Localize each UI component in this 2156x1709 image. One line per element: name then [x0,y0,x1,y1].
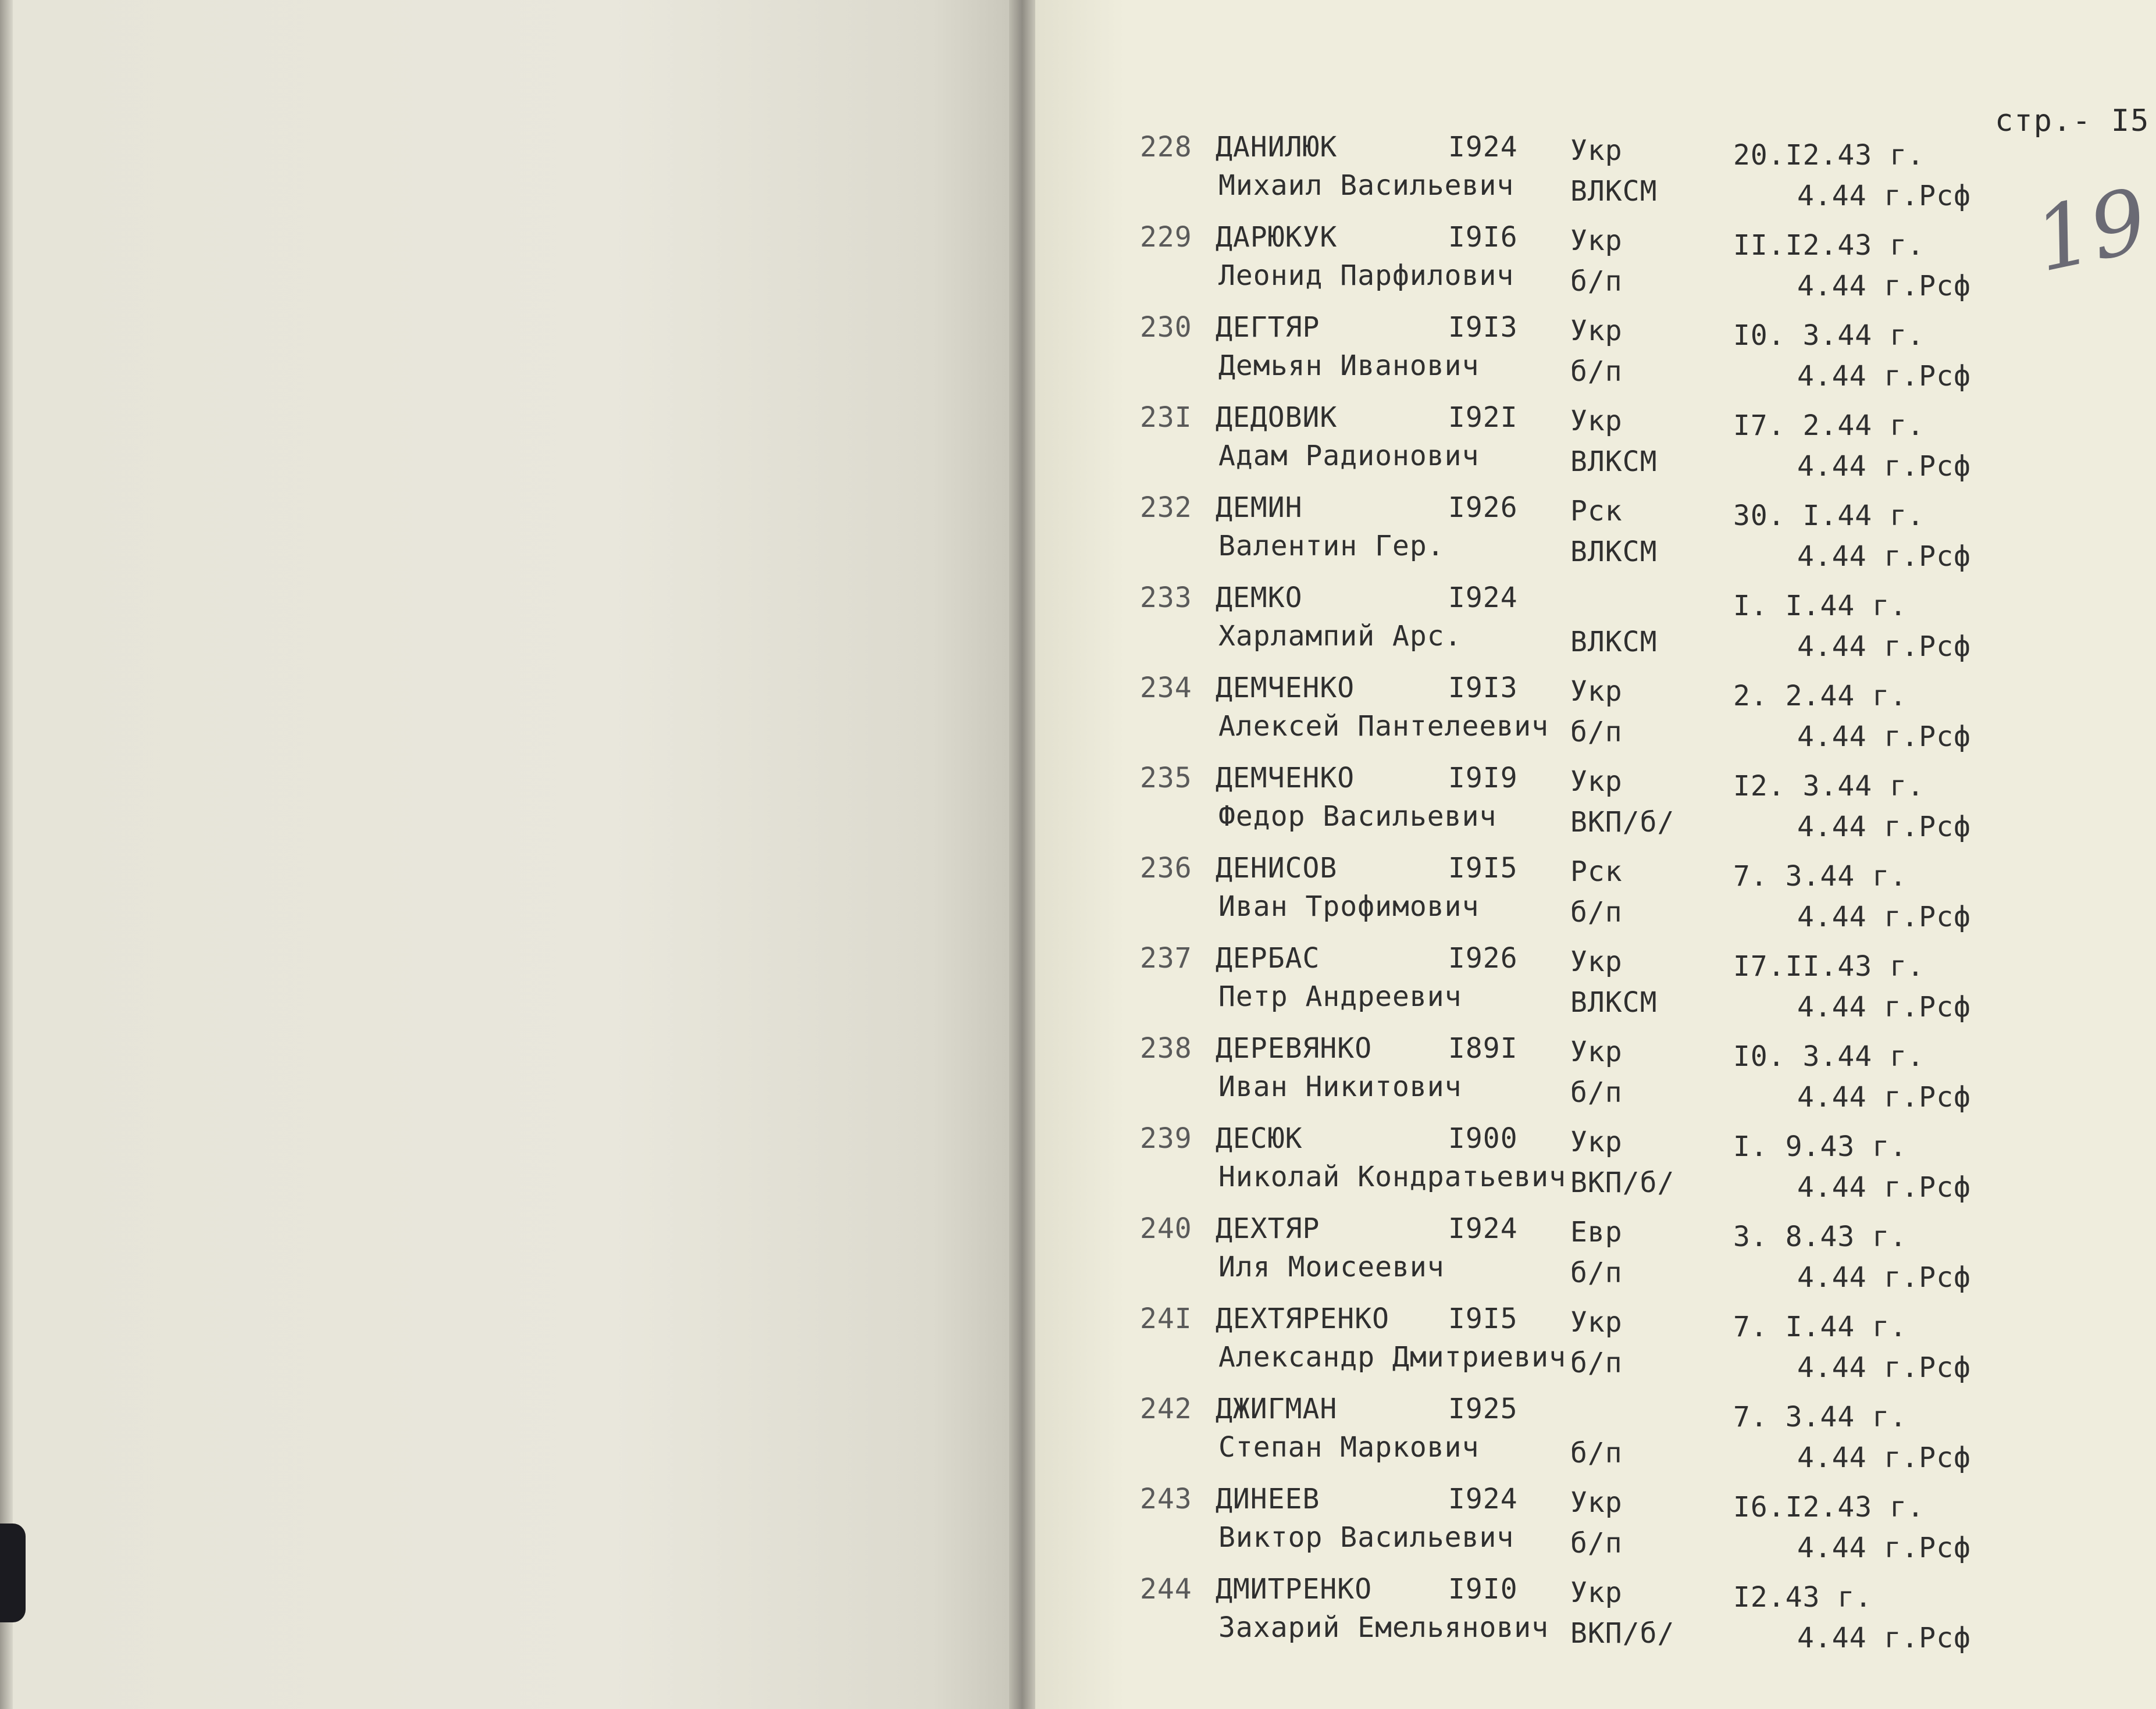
entry-number: 237 [1140,942,1192,975]
entry-number: 238 [1140,1032,1192,1065]
entry-birth-year: I9I3 [1448,311,1518,344]
entry-stamp: 4.44 г.Рсф [1797,270,1971,302]
entry-number: 239 [1140,1122,1192,1155]
entry-number: 228 [1140,131,1192,163]
entry-number: 24I [1140,1303,1192,1335]
entry-stamp: 4.44 г.Рсф [1797,1442,1971,1474]
entry-number: 229 [1140,221,1192,254]
entry-date: I2. 3.44 г. [1733,770,1925,802]
register-entry [0,942,2156,1029]
entry-given-name: Леонид Парфилович [1218,259,1514,292]
register-entry [0,311,2156,398]
entry-date: 7. I.44 г. [1733,1311,1907,1343]
entry-party: ВЛКСМ [1570,445,1658,478]
entry-nationality: Укр [1570,224,1623,257]
entry-nationality: Укр [1570,1306,1623,1339]
register-entry [0,762,2156,849]
entry-birth-year: I9I3 [1448,672,1518,704]
entry-nationality: Рск [1570,855,1623,888]
entry-date: 30. I.44 г. [1733,500,1925,532]
entry-stamp: 4.44 г.Рсф [1797,1171,1971,1204]
register-entry [0,1483,2156,1570]
entry-given-name: Михаил Васильевич [1218,169,1514,202]
entry-party: ВКП/б/ [1570,806,1675,839]
entry-nationality: Укр [1570,675,1623,708]
entry-given-name: Адам Радионович [1218,440,1480,472]
entry-birth-year: I92I [1448,401,1518,434]
register-entry [0,1303,2156,1390]
page-number-header: стр.- I5 [1995,104,2150,138]
entry-stamp: 4.44 г.Рсф [1797,991,1971,1023]
entry-party: б/п [1570,355,1623,388]
entry-surname: ДЕРБАС [1216,942,1320,975]
register-entry [0,852,2156,939]
entry-nationality: Укр [1570,315,1623,347]
entry-nationality: Укр [1570,946,1623,978]
register-entry [0,491,2156,579]
entry-birth-year: I9I5 [1448,1303,1518,1335]
entry-surname: ДЖИГМАН [1216,1393,1338,1425]
entry-birth-year: I926 [1448,491,1518,524]
entry-stamp: 4.44 г.Рсф [1797,540,1971,573]
entry-birth-year: I89I [1448,1032,1518,1065]
entry-party: ВЛКСМ [1570,986,1658,1019]
entry-stamp: 4.44 г.Рсф [1797,901,1971,933]
entry-birth-year: I9I6 [1448,221,1518,254]
entry-given-name: Александр Дмитриевич [1218,1341,1566,1373]
entry-surname: ДАНИЛЮК [1216,131,1338,163]
entry-given-name: Харлампий Арс. [1218,620,1462,652]
entry-date: 3. 8.43 г. [1733,1221,1907,1253]
entry-date: 2. 2.44 г. [1733,680,1907,712]
entry-surname: ДЕХТЯР [1216,1212,1320,1245]
entry-party: ВЛКСМ [1570,175,1658,208]
entry-stamp: 4.44 г.Рсф [1797,1351,1971,1384]
entry-nationality: Евр [1570,1216,1623,1248]
register-entry [0,1122,2156,1209]
entry-birth-year: I926 [1448,942,1518,975]
entry-surname: ДЕДОВИК [1216,401,1338,434]
entry-given-name: Степан Маркович [1218,1431,1480,1464]
entry-given-name: Иван Трофимович [1218,890,1480,923]
entry-date: I. 9.43 г. [1733,1130,1907,1163]
register-entry [0,131,2156,218]
register-entry [0,1032,2156,1119]
entry-surname: ДИНЕЕВ [1216,1483,1320,1515]
entry-party: ВЛКСМ [1570,536,1658,568]
entry-stamp: 4.44 г.Рсф [1797,1622,1971,1654]
entry-party: б/п [1570,896,1623,929]
entry-nationality: Укр [1570,1576,1623,1609]
entry-stamp: 4.44 г.Рсф [1797,360,1971,393]
entry-surname: ДЕМКО [1216,581,1303,614]
entry-given-name: Николай Кондратьевич [1218,1161,1566,1193]
entry-surname: ДЕГТЯР [1216,311,1320,344]
register-entry [0,401,2156,488]
entry-number: 230 [1140,311,1192,344]
register-entry [0,1393,2156,1480]
entry-date: 20.I2.43 г. [1733,139,1925,172]
entry-birth-year: I9I5 [1448,852,1518,884]
entry-birth-year: I9I0 [1448,1573,1518,1605]
entry-birth-year: I924 [1448,1212,1518,1245]
entry-given-name: Валентин Гер. [1218,530,1445,562]
entry-party: б/п [1570,1347,1623,1379]
entry-party: б/п [1570,1527,1623,1560]
register-entry [0,221,2156,308]
entry-party: ВКП/б/ [1570,1166,1675,1199]
entry-number: 234 [1140,672,1192,704]
entry-party: ВКП/б/ [1570,1617,1675,1650]
entry-party: ВЛКСМ [1570,626,1658,658]
entry-number: 244 [1140,1573,1192,1605]
entry-given-name: Федор Васильевич [1218,800,1497,833]
entry-birth-year: I9I9 [1448,762,1518,794]
entry-stamp: 4.44 г.Рсф [1797,1081,1971,1114]
entry-number: 233 [1140,581,1192,614]
entry-number: 232 [1140,491,1192,524]
entry-nationality: Укр [1570,1486,1623,1519]
entry-surname: ДЕНИСОВ [1216,852,1338,884]
entry-stamp: 4.44 г.Рсф [1797,180,1971,212]
entry-given-name: Иван Никитович [1218,1071,1462,1103]
entry-date: II.I2.43 г. [1733,229,1925,262]
entry-party: б/п [1570,716,1623,748]
entry-nationality: Укр [1570,765,1623,798]
entry-date: I. I.44 г. [1733,590,1907,622]
entry-number: 242 [1140,1393,1192,1425]
register-entry [0,581,2156,669]
entry-nationality: Укр [1570,405,1623,437]
entry-date: I6.I2.43 г. [1733,1491,1925,1524]
entry-surname: ДЕМИН [1216,491,1303,524]
entry-given-name: Виктор Васильевич [1218,1521,1514,1554]
entry-nationality: Укр [1570,1036,1623,1068]
entry-surname: ДЕМЧЕНКО [1216,762,1355,794]
entry-date: I7. 2.44 г. [1733,409,1925,442]
entry-stamp: 4.44 г.Рсф [1797,450,1971,483]
entry-surname: ДЕСЮК [1216,1122,1303,1155]
entry-number: 235 [1140,762,1192,794]
entry-nationality: Рск [1570,495,1623,527]
register-entry [0,1573,2156,1660]
entry-birth-year: I924 [1448,131,1518,163]
entry-stamp: 4.44 г.Рсф [1797,720,1971,753]
entry-party: б/п [1570,1437,1623,1469]
entry-nationality: Укр [1570,1126,1623,1158]
entry-surname: ДЕМЧЕНКО [1216,672,1355,704]
entry-date: I0. 3.44 г. [1733,319,1925,352]
entry-given-name: Петр Андреевич [1218,980,1462,1013]
entry-birth-year: I900 [1448,1122,1518,1155]
entry-date: 7. 3.44 г. [1733,1401,1907,1433]
register-entry [0,1212,2156,1300]
entry-number: 240 [1140,1212,1192,1245]
entry-surname: ДЕХТЯРЕНКО [1216,1303,1389,1335]
register-entry [0,672,2156,759]
entry-number: 236 [1140,852,1192,884]
entry-given-name: Алексей Пантелеевич [1218,710,1549,743]
entry-stamp: 4.44 г.Рсф [1797,811,1971,843]
entry-date: I7.II.43 г. [1733,950,1925,983]
entry-birth-year: I924 [1448,1483,1518,1515]
entry-party: б/п [1570,265,1623,298]
entry-nationality: Укр [1570,134,1623,167]
entry-party: б/п [1570,1076,1623,1109]
entry-date: I0. 3.44 г. [1733,1040,1925,1073]
entry-birth-year: I924 [1448,581,1518,614]
entry-number: 243 [1140,1483,1192,1515]
entry-date: 7. 3.44 г. [1733,860,1907,893]
entry-party: б/п [1570,1257,1623,1289]
entry-given-name: Демьян Иванович [1218,349,1480,382]
entry-stamp: 4.44 г.Рсф [1797,1532,1971,1564]
entry-birth-year: I925 [1448,1393,1518,1425]
entry-number: 23I [1140,401,1192,434]
entry-stamp: 4.44 г.Рсф [1797,630,1971,663]
entry-date: I2.43 г. [1733,1581,1873,1614]
entry-surname: ДАРЮКУК [1216,221,1338,254]
entry-given-name: Захарий Емельянович [1218,1611,1549,1644]
entry-surname: ДЕРЕВЯНКО [1216,1032,1373,1065]
handwritten-page-number: 19 [2026,170,2156,292]
entry-given-name: Иля Моисеевич [1218,1251,1445,1283]
entry-stamp: 4.44 г.Рсф [1797,1261,1971,1294]
entry-surname: ДМИТРЕНКО [1216,1573,1373,1605]
